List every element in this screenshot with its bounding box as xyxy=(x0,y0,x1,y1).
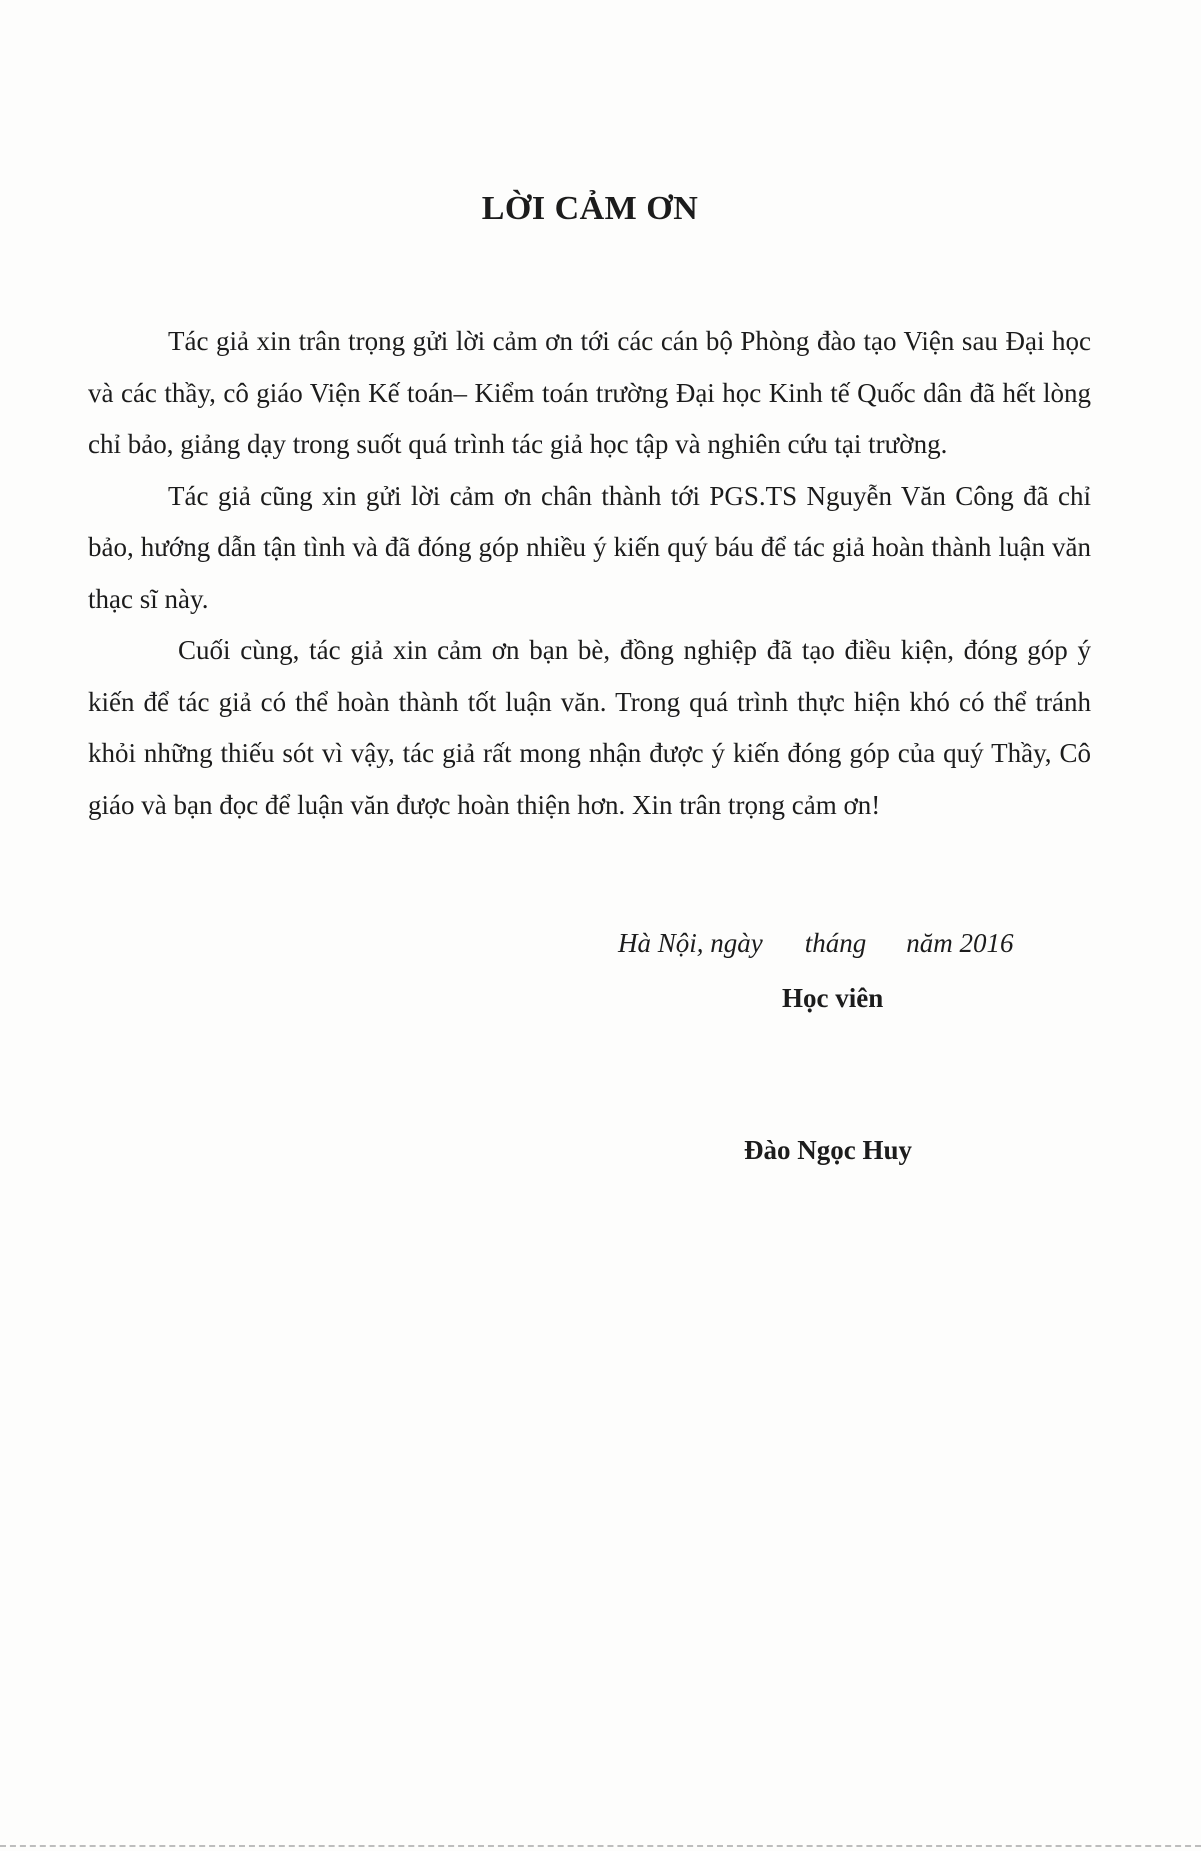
date-year: năm 2016 xyxy=(906,928,1014,958)
paragraph-thanks-colleagues: Cuối cùng, tác giả xin cảm ơn bạn bè, đồng nghiệp đã tạo điều kiện, đóng góp ý kiến để tác giả có thể hoàn thành tốt luận văn. Trong quá trình thực hiện khó có thể tránh khỏi những thiếu sót vì vậy, tác giả rất mong nhận được ý kiến đóng góp của quý Thầy, Cô giáo và bạn đọc để luận văn được hoàn thiện hơn. Xin trân trọng cảm ơn! xyxy=(88,635,1091,820)
date-place: Hà Nội, ngày xyxy=(618,928,763,958)
signer-role: Học viên xyxy=(782,983,884,1013)
page-title: LỜI CẢM ƠN xyxy=(481,190,699,227)
date-line xyxy=(618,928,1014,959)
scan-edge-divider xyxy=(0,1845,1201,1853)
date-month: tháng xyxy=(804,928,867,958)
paragraph-thanks-institute: Tác giả xin trân trọng gửi lời cảm ơn tới các cán bộ Phòng đào tạo Viện sau Đại học và các thầy, cô giáo Viện Kế toán– Kiểm toán trường Đại học Kinh tế Quốc dân đã hết lòng chỉ bảo, giảng dạy trong suốt quá trình tác giả học tập và nghiên cứu tại trường. xyxy=(88,326,1091,459)
document-body xyxy=(88,316,1091,831)
paragraph-thanks-advisor: Tác giả cũng xin gửi lời cảm ơn chân thành tới PGS.TS Nguyễn Văn Công đã chỉ bảo, hướng dẫn tận tình và đã đóng góp nhiều ý kiến quý báu để tác giả hoàn thành luận văn thạc sĩ này. xyxy=(88,480,1091,614)
signer-name: Đào Ngọc Huy xyxy=(744,1135,912,1165)
